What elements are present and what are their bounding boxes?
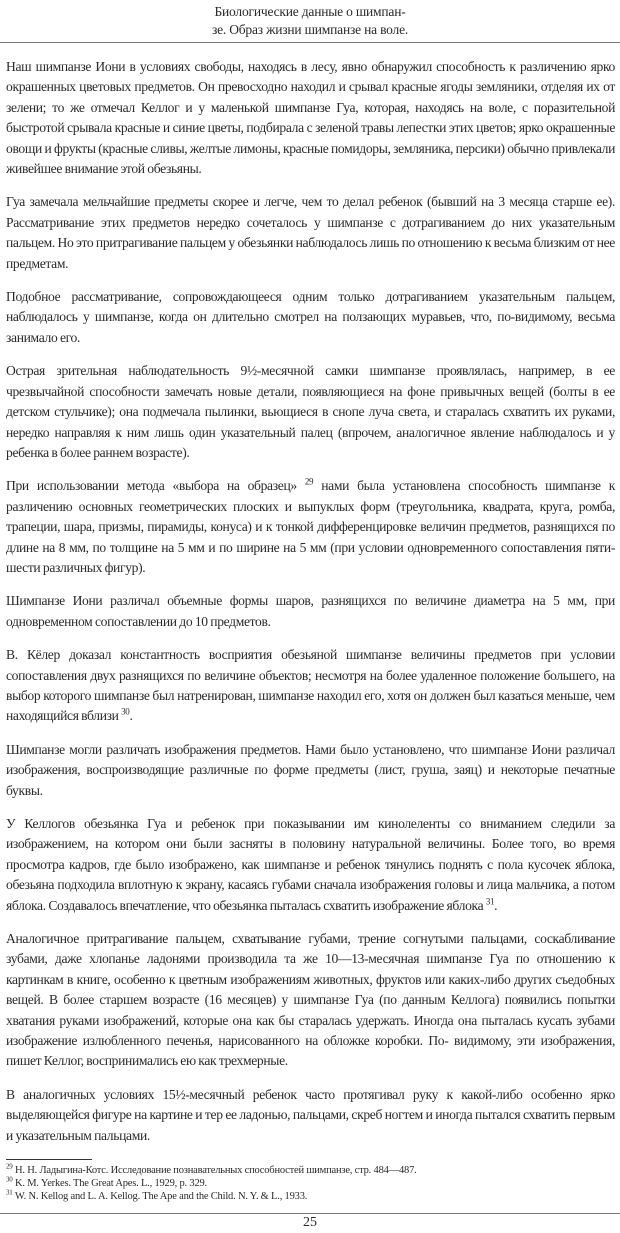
paragraph: У Келлогов обезьянка Гуа и ребенок при показывании им кинолеленты со вниманием следили за изображением, на котором они были засняты в половину натуральной величины. Более того, во время просмотра кадров, где было изображено, как шимпанзе и ребенок тянулись поднять с пола кусочек яблока, обезьяна подходила вплотную к экрану, касаясь губами сначала изображения головы и лица мальчика, а потом яблока. Создавалось впечатление, что обезьянка пыталась схватить изображение яблока $^{31}$. [6,816,615,913]
running-header-line-1: Биологические данные о шимпан- [214,4,406,19]
footnote: $^{31}$ W. N. Kellog and L. A. Kellog. The Ape and the Child. N. Y. & L., 1933. [6,1188,308,1203]
footnote: $^{30}$ K. M. Yerkes. The Great Apes. L., 1929, p. 329. [6,1175,207,1190]
page-body [6,57,615,1203]
paragraph: Гуа замечала мельчайшие предметы скорее и легче, чем то делал ребенок (бывший на 3 месяца старше ее). Рассматривание этих предметов нередко сочеталось у шимпанзе с дотрагиванием до них указательным пальцем. Но это притрагивание пальцем у обезьянки наблюдалось лишь по отношению к весьма близким от нее предметам. [6,194,615,271]
footnote-divider [6,1159,92,1160]
paragraph: Шимпанзе Иони различал объемные формы шаров, разнящихся по величине диаметра на 5 мм, при одновременном сопоставлении до 10 предметов. [6,593,615,629]
paragraph: Шимпанзе могли различать изображения предметов. Нами было установлено, что шимпанзе Иони различал изображения, воспроизводящие различные по форме предметы (лист, груша, заяц) и некоторые печатные буквы. [6,741,615,798]
footnote-ref: 29 [304,476,314,487]
paragraph: В аналогичных условиях 15½-месячный ребенок часто протягивал руку к какой-либо особенно ярко выделяющейся фигуре на картине и тер ее ладонью, пальцами, скреб ногтем и иногда пытался схватить первым и указательным пальцами. [6,1086,615,1143]
footnote-ref: 31 [485,896,495,907]
footnote-ref: 30 [121,706,130,717]
paragraph: При использовании метода «выбора на образец» $^{29}$ нами была установлена способность шимпанзе к различению основных геометрических плоских и выпуклых форм (треугольника, квадрата, круга, ромба, трапеции, шара, призмы, пирамиды, конуса) и к тонкой дифференцировке величин предметов, разнящихся по длине на 8 мм, по толщине на 5 мм и по ширине на 5 мм (при условии одновременного сопоставления пяти-шести различных фигур). [6,476,615,575]
paragraph: Подобное рассматривание, сопровождающееся одним только дотрагиванием указательным пальцем, наблюдалось у шимпанзе, когда он длительно смотрел на ползающих муравьев, что, по-видимому, весьма занимало его. [6,289,615,345]
running-header [0,0,620,39]
footnotes [6,1164,615,1203]
paragraph: Наш шимпанзе Иони в условиях свободы, находясь в лесу, явно обнаружил способность к различению ярко окрашенных цветовых предметов. Он превосходно находил и срывал красные ягоды земляники, отделяя их от зелени; то же отмечал Келлог и у маленькой шимпанзе Гуа, которая, находясь на воле, с поразительной быстротой срывала красные и синие цветы, подбирала с зеленой травы лепестки этих цветов; ярко окрашенные овощи и фрукты (красные сливы, желтые лимоны, красные помидоры, земляника, персики) обычно привлекали живейшее внимание этой обезьяны. [6,59,615,177]
header-divider [0,42,620,43]
page-number: 25 [303,1215,317,1231]
footnote: $^{29}$ Н. Н. Ладыгина-Котс. Исследование познавательных способностей шимпанзе, стр. 484—487. [6,1162,417,1177]
paragraph: Аналогичное притрагивание пальцем, схватывание губами, трение согнутыми пальцами, соскабливание зубами, даже хлопанье ладонями производила та же 10—13-месячная шимпанзе Гуа по отношению к картинкам в книге, особенно к цветным изображениям животных, фруктов или каких-либо других съедобных вещей. В более старшем возрасте (16 месяцев) у шимпанзе Гуа (по данным Келлога) появились попытки хватания руками изображений, которые она как бы старалась удержать. Иногда она пыталась кусать зубами изображение излюбленного печенья, нарисованного на обложке коробки. По- видимому, эти изображения, пишет Келлог, воспринимались ею как трехмерные. [6,931,615,1069]
paragraph: Острая зрительная наблюдательность 9½-месячной самки шимпанзе проявлялась, например, в ее чрезвычайной способности замечать новые детали, появляющиеся на фоне привычных вещей (болты в ее детском стульчике); она подмечала пылинки, вьющиеся в снопе луча света, и старалась схватить их руками, нередко направляя к ним лишь один указательный палец (впрочем, аналогичное явление наблюдалось и у ребенка в более раннем возрасте). [6,363,615,460]
paragraph: В. Кёлер доказал константность восприятия обезьяной шимпанзе величины предметов при условии сопоставления двух разнящихся по величине объектов; несмотря на более удаленное положение большего, на выбор которого шимпанзе был натренирован, шимпанзе находил его, хотя он должен был казаться меньше, чем находящийся вблизи $^{30}$. [6,647,615,724]
running-header-line-2: зе. Образ жизни шимпанзе на воле. [211,22,409,37]
